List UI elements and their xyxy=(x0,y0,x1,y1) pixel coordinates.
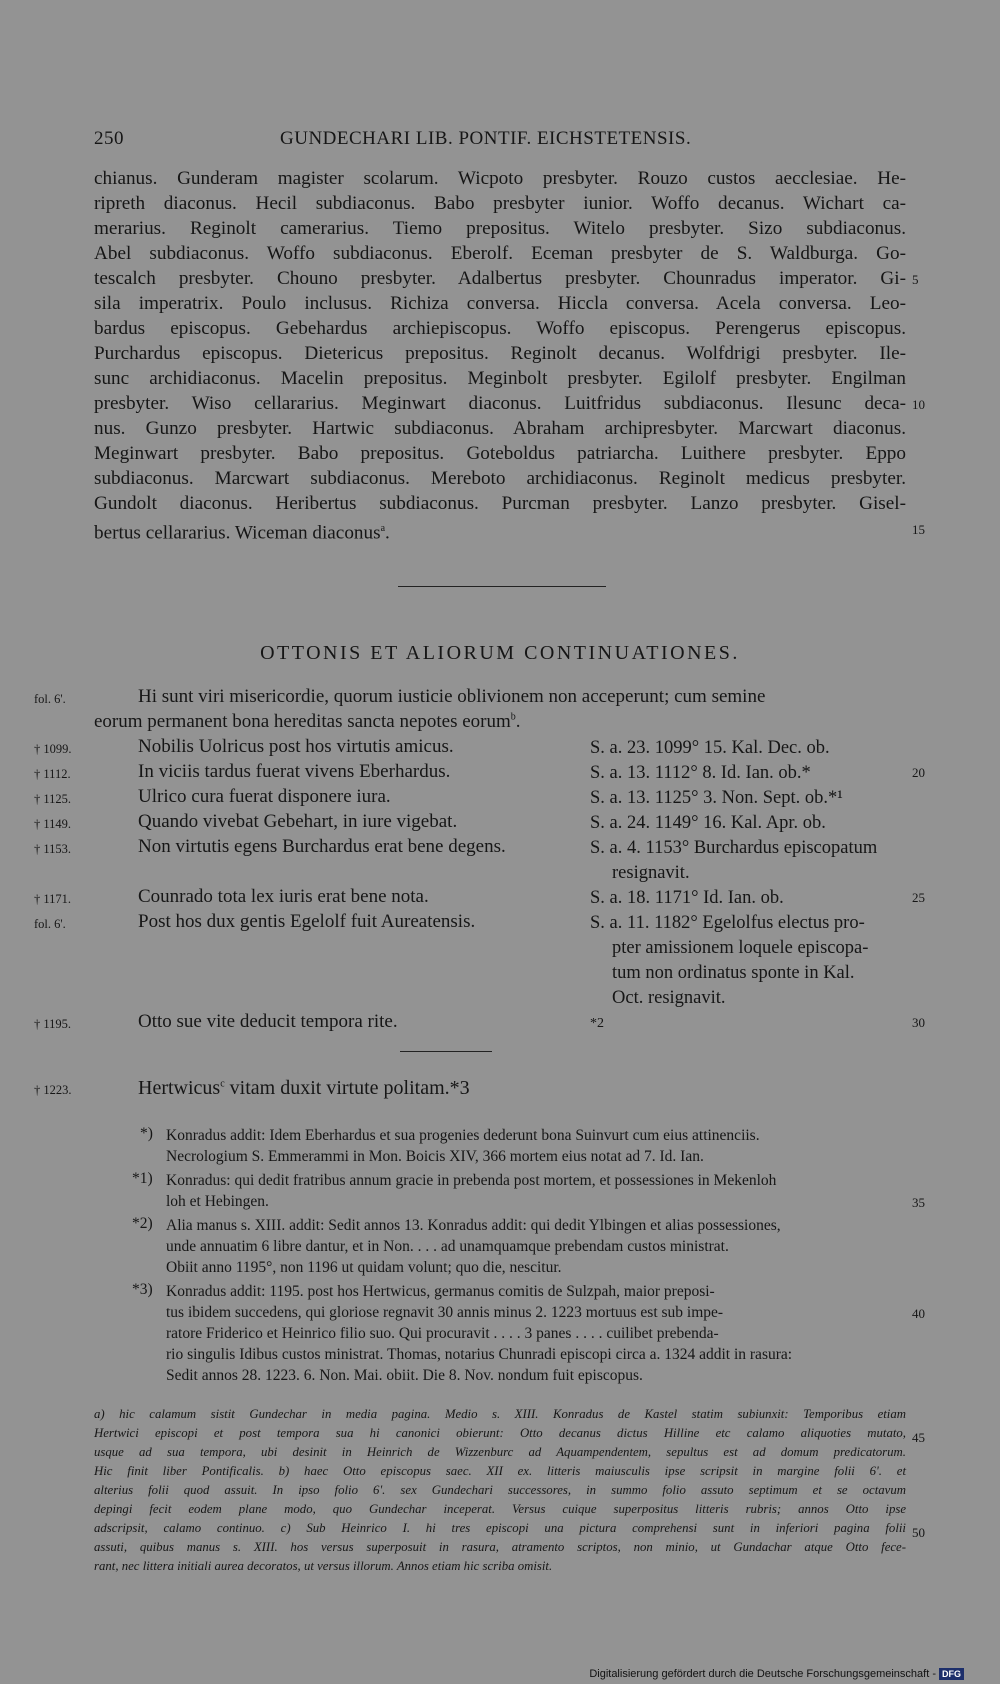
body-line-text: bertus cellararius. Wiceman diaconus xyxy=(94,522,381,544)
episcopate-info: pter amissionem loquele episcopa- xyxy=(612,938,869,958)
verse: Otto sue vite deducit tempora rite. xyxy=(138,1011,398,1032)
intro-line xyxy=(94,711,521,733)
body-line: sunc archidiaconus. Macelin prepositus. Meginbolt presbyter. Egilolf presbyter. Engilman xyxy=(94,368,906,389)
body-line: Meginwart presbyter. Babo prepositus. Goteboldus patriarcha. Luithere presbyter. Eppo xyxy=(94,443,906,464)
note-line: Konradus: qui dedit fratribus annum gracie in prebenda post mortem, et possessiones in Mekenloh xyxy=(166,1172,777,1189)
page-number: 250 xyxy=(94,128,124,149)
episcopate-info: S. a. 13. 1125° 3. Non. Sept. ob.*¹ xyxy=(590,788,843,808)
episcopate-info: S. a. 24. 1149° 16. Kal. Apr. ob. xyxy=(590,813,826,833)
episcopate-info: Oct. resignavit. xyxy=(612,988,726,1008)
running-title: GUNDECHARI LIB. PONTIF. EICHSTETENSIS. xyxy=(280,128,692,149)
footnote-line: a) hic calamum sistit Gundechar in media pagina. Medio s. XIII. Konradus de Kastel statim subiunxit: Temporibus etiam xyxy=(94,1407,906,1421)
intro-end: . xyxy=(515,711,521,732)
body-line: tescalch presbyter. Chouno presbyter. Adalbertus presbyter. Chounradus imperator. Gi- xyxy=(94,268,906,289)
note-mark: *1) xyxy=(132,1170,153,1187)
footnote-line: adscripsit, calamo continuo. c) Sub Heinrico I. hi tres episcopi una pictura comprehensi sunt in inferiori pagina folii xyxy=(94,1521,906,1535)
footnote-line: rant, nec littera initiali aurea decoratos, ut versus illorum. Annos etiam hic scriba omisit. xyxy=(94,1559,553,1573)
body-line: nus. Gunzo presbyter. Hartwic subdiaconus. Abraham archipresbyter. Marcwart diaconus. xyxy=(94,418,906,439)
line-number: 50 xyxy=(912,1525,925,1540)
line-number: 35 xyxy=(912,1195,925,1210)
margin-date: † 1149. xyxy=(34,817,72,831)
note-line: loh et Hebingen. xyxy=(166,1193,269,1210)
verse: Ulrico cura fuerat disponere iura. xyxy=(138,786,391,807)
note-mark: *3) xyxy=(132,1281,153,1298)
episcopate-info: S. a. 4. 1153° Burchardus episcopatum xyxy=(590,838,878,858)
footnote-line: usque ad sua tempora, ubi desinit in Heinrich de Wizzenburc ad Aquampendentem, sepultus est ad domum predicatorum. xyxy=(94,1445,906,1459)
body-line: Abel subdiaconus. Woffo subdiaconus. Eberolf. Eceman presbyter de S. Waldburga. Go- xyxy=(94,243,906,264)
separator-rule xyxy=(400,1051,492,1052)
note-ref: *2 xyxy=(590,1016,604,1031)
footnote-line: Hertwici episcopi et post tempora sua hi canonici obierunt: Otto decanus dictus Hilline etc calamo aliquoties mutato, xyxy=(94,1426,906,1440)
margin-note: fol. 6'. xyxy=(34,692,66,706)
margin-date: † 1099. xyxy=(34,742,72,756)
body-line: bardus episcopus. Gebehardus archiepiscopus. Woffo episcopus. Perengerus episcopus. xyxy=(94,318,906,339)
body-line: chianus. Gunderam magister scolarum. Wicpoto presbyter. Rouzo custos aecclesiae. He- xyxy=(94,168,906,189)
separator-rule xyxy=(398,586,606,587)
margin-date: † 1171. xyxy=(34,892,72,906)
note-line: Necrologium S. Emmerammi in Mon. Boicis XIV, 366 mortem eius notat ad 7. Id. Ian. xyxy=(166,1148,704,1165)
verse: Non virtutis egens Burchardus erat bene degens. xyxy=(138,836,506,857)
body-line: ripreth diaconus. Hecil subdiaconus. Babo presbyter iunior. Woffo decanus. Wichart ca- xyxy=(94,193,906,214)
footnote-line: Hic finit liber Pontificalis. b) haec Otto episcopus saec. XII ex. litteris maiusculis ipse scripsit in margine folii 6'. et xyxy=(94,1464,906,1478)
line-number: 5 xyxy=(912,272,919,287)
body-line: presbyter. Wiso cellararius. Meginwart diaconus. Luitfridus subdiaconus. Ilesunc deca- xyxy=(94,393,906,414)
margin-date: † 1112. xyxy=(34,767,71,781)
body-line: subdiaconus. Marcwart subdiaconus. Mereboto archidiaconus. Reginolt medicus presbyter. xyxy=(94,468,906,489)
line-number: 30 xyxy=(912,1015,925,1030)
line-number: 25 xyxy=(912,890,925,905)
margin-date: † 1223. xyxy=(34,1083,72,1097)
note-line: Konradus addit: Idem Eberhardus et sua progenies dederunt bona Suinvurt cum eius attinenciis. xyxy=(166,1127,760,1144)
margin-date: † 1125. xyxy=(34,792,72,806)
episcopate-info: S. a. 23. 1099° 15. Kal. Dec. ob. xyxy=(590,738,830,758)
note-line: Obiit anno 1195°, non 1196 ut quidam volunt; quo die, nescitur. xyxy=(166,1259,562,1276)
verse: Post hos dux gentis Egelolf fuit Aureatensis. xyxy=(138,911,476,932)
body-line-end: . xyxy=(385,522,390,544)
digitization-credit xyxy=(589,1668,964,1680)
margin-note: fol. 6'. xyxy=(34,917,66,931)
dfg-logo: DFG xyxy=(939,1668,964,1680)
body-line-last xyxy=(94,516,906,545)
line-number: 20 xyxy=(912,765,925,780)
credit-text: Digitalisierung gefördert durch die Deutsche Forschungsgemeinschaft - xyxy=(589,1668,936,1680)
footnote-line: alterius folii quod assuit. In ipso folio 6'. sex Gundechari successores, in summo folio assuto septimum et se octavum xyxy=(94,1483,906,1497)
note-line: rio singulis Idibus custos ministrat. Thomas, notarius Chunradi episcopi circa a. 1324 addit in rasura: xyxy=(166,1346,793,1363)
body-line: Purchardus episcopus. Dietericus prepositus. Reginolt decanus. Wolfdrigi presbyter. Ile- xyxy=(94,343,906,364)
intro-line: Hi sunt viri misericordie, quorum iusticie oblivionem non acceperunt; cum semine xyxy=(138,686,766,707)
footnote-ref-c: c xyxy=(220,1078,225,1090)
episcopate-info: tum non ordinatus sponte in Kal. xyxy=(612,963,855,983)
note-line: tus ibidem succedens, qui gloriose regnavit 30 annis minus 2. 1223 mortuus est sub impe- xyxy=(166,1304,724,1321)
verse: In viciis tardus fuerat vivens Eberhardus. xyxy=(138,761,451,782)
body-line: sila imperatrix. Poulo inclusus. Richiza conversa. Hiccla conversa. Acela conversa. Leo- xyxy=(94,293,906,314)
verse-name: Hertwicus xyxy=(138,1077,221,1099)
footnote-line: depingi fecit eodem plane modo, quo Gundechar inceperat. Versus cuique superpositus litteris rubris; annos Otto ipse xyxy=(94,1502,906,1516)
verse: Nobilis Uolricus post hos virtutis amicus. xyxy=(138,736,454,757)
margin-date: † 1195. xyxy=(34,1017,72,1031)
body-line: Gundolt diaconus. Heribertus subdiaconus. Purcman presbyter. Lanzo presbyter. Gisel- xyxy=(94,493,906,514)
body-line: merarius. Reginolt camerarius. Tiemo prepositus. Witelo presbyter. Sizo subdiaconus. xyxy=(94,218,906,239)
line-number: 10 xyxy=(912,397,925,412)
verse: Counrado tota lex iuris erat bene nota. xyxy=(138,886,429,907)
episcopate-info: S. a. 11. 1182° Egelolfus electus pro- xyxy=(590,913,865,933)
footnote-ref-b: b xyxy=(510,711,516,723)
note-mark: *) xyxy=(140,1125,153,1142)
verse xyxy=(138,1077,470,1100)
note-mark: *2) xyxy=(132,1215,153,1232)
section-title: OTTONIS ET ALIORUM CONTINUATIONES. xyxy=(260,642,740,664)
episcopate-info: S. a. 18. 1171° Id. Ian. ob. xyxy=(590,888,784,908)
footnote-ref-a: a xyxy=(380,523,386,534)
note-line: Alia manus s. XIII. addit: Sedit annos 13. Konradus addit: qui dedit Ylbingen et alias possessiones, xyxy=(166,1217,781,1234)
footnote-line: assuti, quibus manus s. XIII. hos versus superposuit in rasura, atramento scriptos, non minio, ut Gundachar atque Otto fece- xyxy=(94,1540,906,1554)
note-line: Konradus addit: 1195. post hos Hertwicus, germanus comitis de Sulzpah, maior preposi- xyxy=(166,1283,715,1300)
episcopate-info: S. a. 13. 1112° 8. Id. Ian. ob.* xyxy=(590,763,811,783)
line-number: 40 xyxy=(912,1306,925,1321)
margin-date: † 1153. xyxy=(34,842,72,856)
line-number: 45 xyxy=(912,1430,925,1445)
note-line: unde annuatim 6 libre dantur, et in Non. . . . ad unamquamque prebendam custos ministrat. xyxy=(166,1238,729,1255)
episcopate-info: resignavit. xyxy=(612,863,690,883)
verse-text: vitam duxit virtute politam.*3 xyxy=(224,1077,470,1099)
intro-text: eorum permanent bona hereditas sancta nepotes eorum xyxy=(94,711,511,732)
verse: Quando vivebat Gebehart, in iure vigebat. xyxy=(138,811,458,832)
note-line: ratore Friderico et Heinrico filio suo. Qui procuravit . . . . 3 panes . . . . cuilibet prebenda- xyxy=(166,1325,719,1342)
note-line: Sedit annos 28. 1223. 6. Non. Mai. obiit. Die 8. Nov. nondum fuit episcopus. xyxy=(166,1367,643,1384)
line-number: 15 xyxy=(912,522,925,537)
